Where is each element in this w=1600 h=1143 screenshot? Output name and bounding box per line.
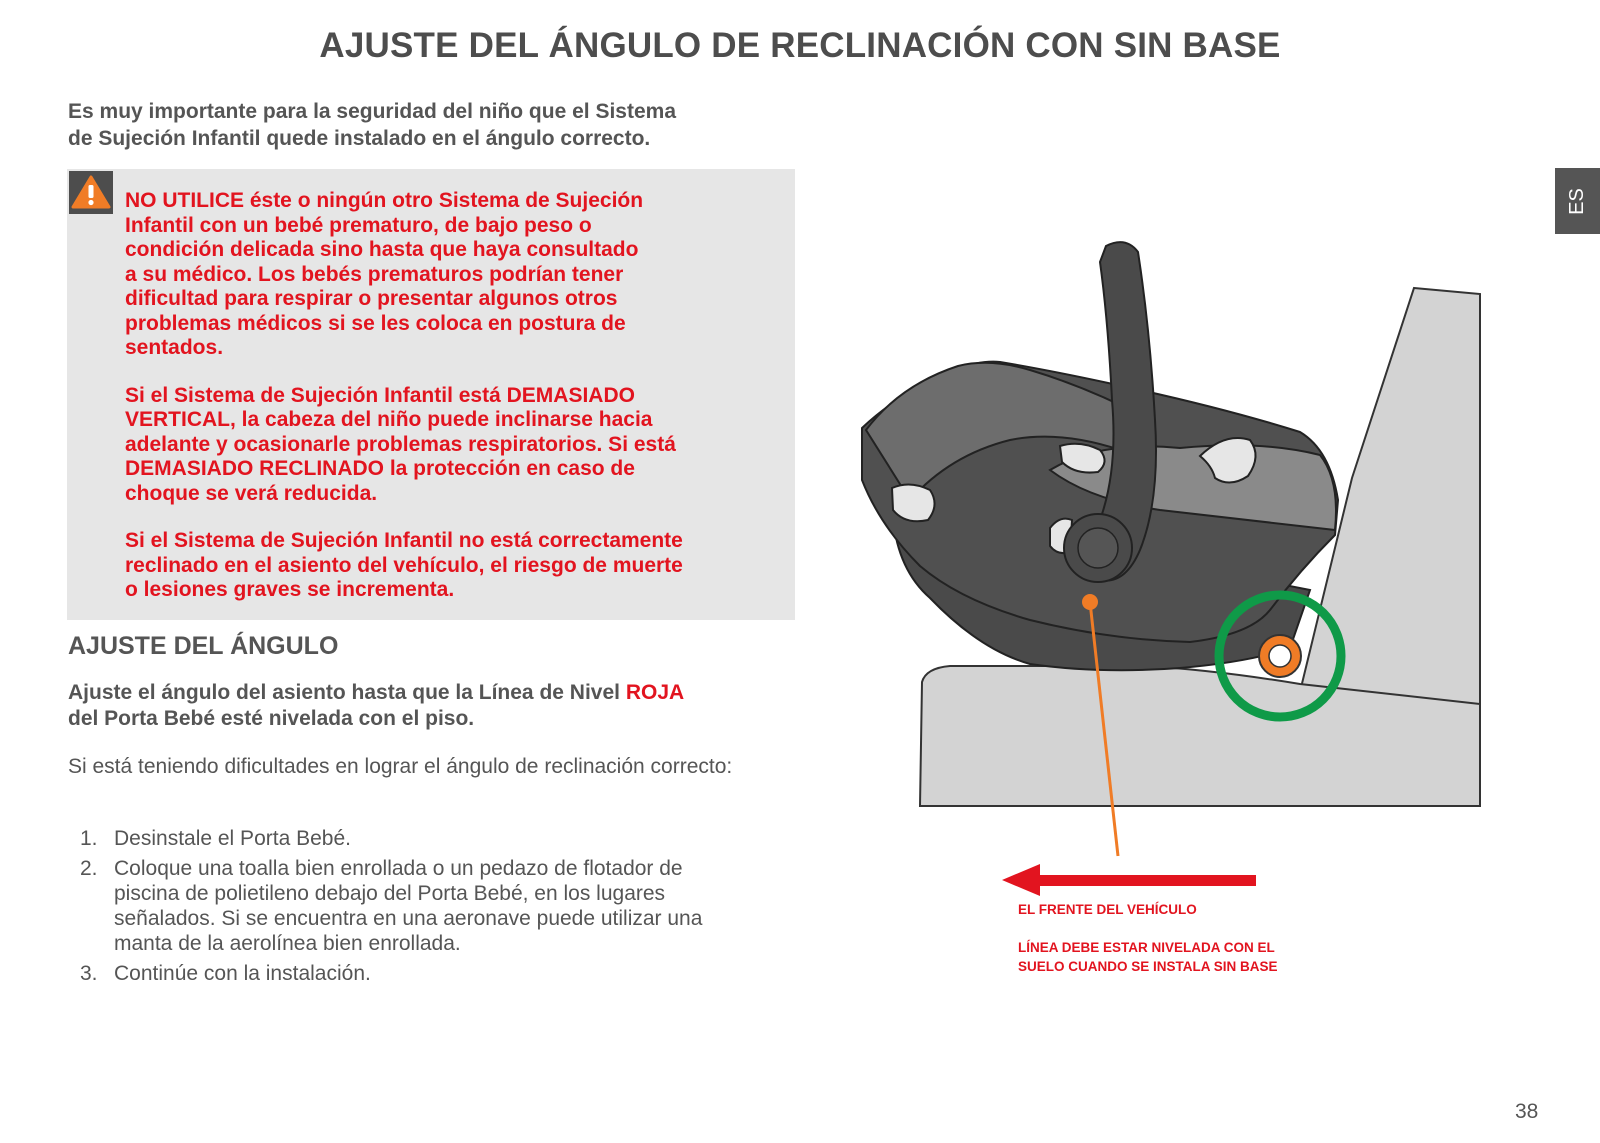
warning-line: problemas médicos si se les coloca en postura de — [125, 311, 626, 335]
warning-line: NO UTILICE éste o ningún otro Sistema de Sujeción — [125, 189, 644, 212]
side-pad-left — [892, 484, 935, 521]
step-line: Coloque una toalla bien enrollada o un pedazo de flotador de — [114, 857, 683, 880]
caption-front-vehicle: EL FRENTE DEL VEHÍCULO — [1018, 902, 1197, 917]
level-line-dot — [1082, 594, 1098, 610]
language-tab-label: ES — [1566, 187, 1588, 215]
warning-line: Si el Sistema de Sujeción Infantil está DEMASIADO — [125, 383, 635, 407]
caption-line: SUELO CUANDO SE INSTALA SIN BASE — [1018, 959, 1278, 974]
page-title: AJUSTE DEL ÁNGULO DE RECLINACIÓN CON SIN BASE — [319, 26, 1281, 65]
step-line: piscina de polietileno debajo del Porta Bebé, en los lugares — [114, 882, 666, 905]
section-heading: AJUSTE DEL ÁNGULO — [68, 632, 339, 660]
warning-line: condición delicada sino hasta que haya consultado — [125, 238, 639, 261]
warning-line: adelante y ocasionarle problemas respiratorios. Si está — [125, 432, 676, 456]
warning-line: o lesiones graves se incrementa. — [125, 578, 455, 601]
page-number: 38 — [1515, 1100, 1539, 1123]
warning-line: Infantil con un bebé prematuro, de bajo peso o — [125, 213, 592, 237]
step-line: Desinstale el Porta Bebé. — [114, 827, 351, 850]
warning-line: sentados. — [125, 336, 224, 359]
warning-line: DEMASIADO RECLINADO la protección en caso de — [125, 457, 635, 480]
step-line: Continúe con la instalación. — [114, 962, 371, 985]
warning-line: Si el Sistema de Sujeción Infantil no está correctamente — [125, 529, 683, 552]
warning-line: choque se verá reducida. — [125, 481, 378, 505]
towel-roll-marker-center — [1269, 645, 1291, 667]
intro-line: de Sujeción Infantil quede instalado en el ángulo correcto. — [68, 127, 651, 150]
warning-line: dificultad para respirar o presentar algunos otros — [125, 287, 618, 310]
step-number: 2. — [80, 857, 98, 880]
red-level-word: ROJA — [625, 681, 685, 704]
warning-line: VERTICAL, la cabeza del niño puede inclinarse hacia — [125, 408, 653, 431]
intro-line: Es muy importante para la seguridad del niño que el Sistema — [68, 100, 676, 123]
adjust-text: del Porta Bebé esté nivelada con el piso. — [68, 707, 475, 730]
direction-arrow-head — [1002, 864, 1040, 896]
step-number: 3. — [80, 962, 98, 985]
caption-level-line — [1018, 938, 1278, 976]
warning-line: reclinado en el asiento del vehículo, el riesgo de muerte — [125, 553, 683, 577]
adjust-text: Ajuste el ángulo del asiento hasta que la Línea de Nivel — [68, 681, 626, 704]
caption-line: LÍNEA DEBE ESTAR NIVELADA CON EL — [1018, 940, 1275, 955]
step-line: señalados. Si se encuentra en una aeronave puede utilizar una — [114, 907, 703, 930]
direction-arrow-shaft — [1028, 875, 1256, 886]
difficulty-paragraph: Si está teniendo dificultades en lograr el ángulo de reclinación correcto: — [68, 755, 733, 778]
step-number: 1. — [80, 827, 98, 850]
handle-pivot-inner — [1078, 528, 1118, 568]
step-line: manta de la aerolínea bien enrollada. — [114, 932, 461, 955]
warning-line: a su médico. Los bebés prematuros podrían tener — [125, 262, 624, 286]
